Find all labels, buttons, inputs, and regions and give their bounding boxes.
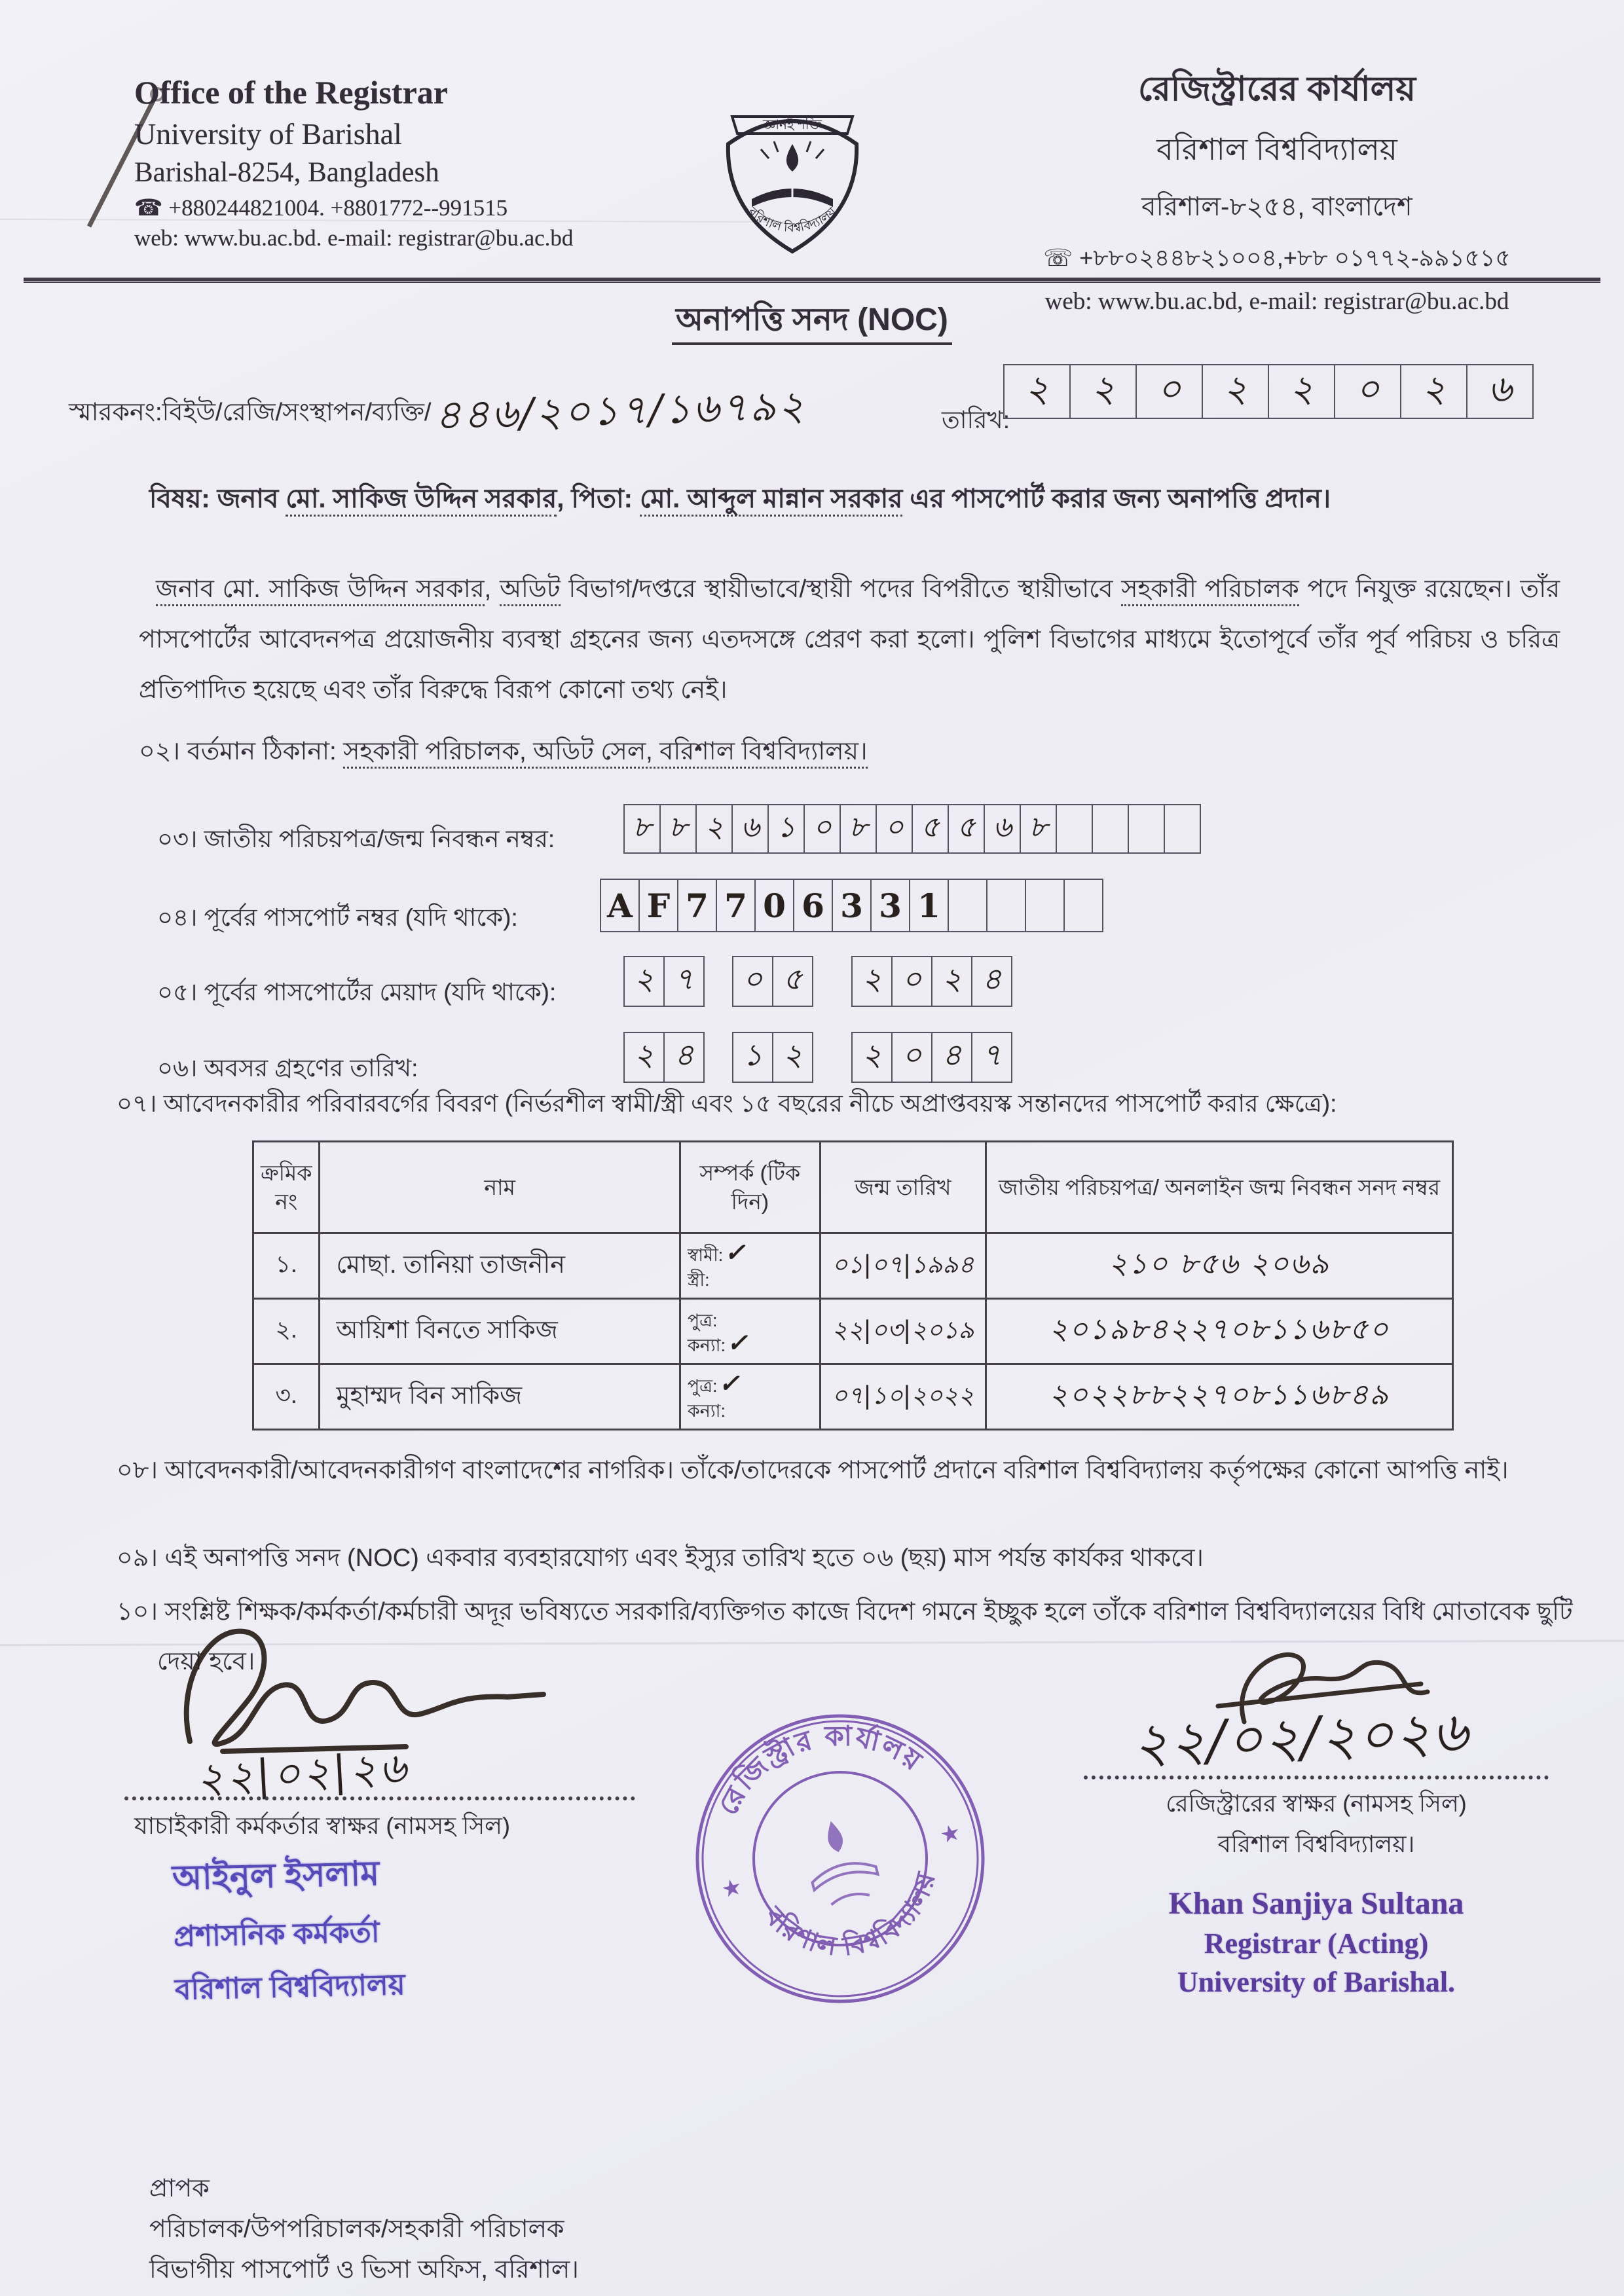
stamp-top-text: রেজিস্ট্রার কার্যালয় [712,1720,929,1820]
memo-number-handwritten: ৪৪৬/২০১৭/১৬৭৯২ [434,381,807,439]
passport-expiry-boxes [623,956,1012,1007]
phone-icon: ☏ [1043,244,1073,271]
relation-option-bottom [688,1397,813,1422]
row-name: মুহাম্মদ বিন সাকিজ [320,1364,680,1430]
memo-line [69,380,807,447]
subject-father-name: মো. আব্দুল মান্নান সরকার [640,484,902,517]
grid-box-digit: ৬ [984,804,1021,854]
tick-mark: ✓ [718,1368,740,1398]
grid-box-digit: ০ [732,956,773,1007]
registrar-name: Khan Sanjiya Sultana [1168,1886,1464,1921]
registrar-university: University of Barishal. [1177,1966,1456,1998]
grid-box-digit: ৪ [971,956,1012,1007]
registrar-title: Registrar (Acting) [1204,1927,1429,1959]
grid-box-digit: ০ [891,1032,932,1083]
body-department: অডিট [500,575,560,606]
family-table [252,1140,1454,1430]
relation-label: পুত্র: [687,1376,718,1396]
row-name: আয়িশা বিনতে সাকিজ [320,1299,680,1364]
logo-university-text [745,205,840,236]
grid-box-digit: ২ [931,956,972,1007]
relation-option-top [688,1307,813,1332]
grid-box-digit: ৬ [731,804,769,854]
university-logo [706,60,879,263]
grid-box-digit: ১ [767,804,805,854]
grid-box-digit: ২ [1400,364,1467,419]
registrar-name-stamp [1074,1886,1559,1999]
address-bn: বরিশাল-৮২৫৪, বাংলাদেশ [1141,192,1412,221]
grid-box-digit: ৮ [659,804,697,854]
document-title: অনাপত্তি সনদ (NOC) [672,302,952,345]
table-row [253,1364,1453,1430]
retirement-day-boxes [623,1032,705,1083]
col-header-nid: জাতীয় পরিচয়পত্র/ অনলাইন জন্ম নিবন্ধন সনদ নম্বর [986,1142,1453,1233]
subject-mid: , পিতা: [557,484,640,513]
passport-number-boxes [600,879,1103,932]
grid-box-digit: ২ [851,1032,893,1083]
web-email-en: web: www.bu.ac.bd. e-mail: registrar@bu.ac.bd [134,225,574,251]
col-header-dob: জন্ম তারিখ [820,1142,986,1233]
recipient-line2: বিভাগীয় পাসপোর্ট ও ভিসা অফিস, বরিশাল। [149,2256,579,2284]
grid-box-digit: ০ [876,804,913,854]
grid-box-empty [1092,804,1129,854]
item-05-label: ০৫। পূর্বের পাসপোর্টের মেয়াদ (যদি থাকে): [157,979,557,1006]
web-email-bn: web: www.bu.ac.bd, e-mail: registrar@bu.ac.bd [1044,288,1509,315]
grid-box-digit: 7 [677,879,717,932]
grid-box-digit: ২ [1202,364,1269,419]
grid-box-digit: 0 [754,879,794,932]
recipient-line1: পরিচালক/উপপরিচালক/সহকারী পরিচালক [149,2215,564,2243]
table-row [253,1233,1453,1299]
grid-box-digit: ২ [695,804,733,854]
grid-box-digit: ৫ [912,804,949,854]
phone-icon: ☎ [134,195,163,221]
document-title-wrap [0,296,1624,348]
verifier-signature-label: যাচাইকারী কর্মকর্তার স্বাক্ষর (নামসহ সিল) [134,1812,510,1839]
row-relation [680,1233,820,1299]
logo-flame-icon [786,144,798,172]
body-text: বিভাগ/দপ্তরে স্থায়ীভাবে/স্থায়ী পদের বিপরীতে স্থায়ীভাবে [560,575,1122,603]
stamp-star-left: ★ [718,1874,745,1903]
relation-option-bottom [688,1266,813,1291]
row-nid-handwritten: ২০১৯৮৪২২৭০৮১১৬৮৫০ [986,1299,1453,1364]
grid-box-digit: ০ [803,804,841,854]
phone-number-bn: +৮৮০২৪৪৮২১০০৪,+৮৮ ০১৭৭২-৯৯১৫১৫ [1079,244,1511,271]
row-serial: ৩. [253,1364,320,1430]
subject-line [149,480,1564,518]
item-06-label: ০৬। অবসর গ্রহণের তারিখ: [157,1055,418,1082]
university-name-en: University of Barishal [134,117,402,151]
grid-box-digit: ২ [623,1032,665,1083]
item-02-label: বর্তমান ঠিকানা: [187,738,344,765]
body-paragraph [139,564,1560,716]
grid-box-digit: ২ [1069,364,1137,419]
item-02-value: সহকারী পরিচালক, অডিট সেল, বরিশাল বিশ্ববিদ্যালয়। [343,738,867,769]
item-08: ০৮। আবেদনকারী/আবেদনকারীগণ বাংলাদেশের নাগরিক। তাঁকে/তাদেরকে পাসপোর্ট প্রদানে বরিশাল বিশ্ববিদ্যালয় কর্তৃপক্ষের কোনো আপত্তি নাই। [117,1457,1509,1484]
retirement-month-boxes [732,1032,813,1083]
university-name-bn: বরিশাল বিশ্ববিদ্যালয় [1156,132,1397,166]
retirement-year-boxes [851,1032,1012,1083]
grid-box-digit: ২ [1003,364,1071,419]
grid-box-digit: A [600,879,640,932]
relation-option-top [687,1237,813,1267]
stamp-star-right: ★ [937,1819,963,1849]
grid-box-digit: ১ [732,1032,773,1083]
grid-box-digit: ৪ [663,1032,705,1083]
row-dob-handwritten: ২২|০৩|২০১৯ [820,1299,986,1364]
grid-box-empty [1056,804,1093,854]
subject-suffix: এর পাসপোর্ট করার জন্য অনাপত্তি প্রদান। [902,484,1331,513]
body-designation: সহকারী পরিচালক [1121,575,1299,606]
row-serial: ১. [253,1233,320,1299]
row-name: মোছা. তানিয়া তাজনীন [320,1233,680,1299]
grid-box-digit: ৫ [772,956,813,1007]
org-name-bn: রেজিস্ট্রারের কার্যালয় [1137,70,1416,108]
registrar-dotted-line [1084,1776,1549,1779]
svg-text:রেজিস্ট্রার কার্যালয় [699,1696,934,1825]
item-03-label: ০৩। জাতীয় পরিচয়পত্র/জন্ম নিবন্ধন নম্বর: [157,826,555,852]
grid-box-digit: ৮ [623,804,661,854]
grid-box-digit: ৪ [931,1032,972,1083]
body-text: , [484,575,500,603]
table-row [253,1299,1453,1364]
verifier-stamp-org: বরিশাল বিশ্ববিদ্যালয় [174,1968,406,2006]
grid-box-empty [948,879,987,932]
col-header-name: নাম [320,1142,680,1233]
verifier-date-handwritten: ২২|০২|২৬ [195,1743,411,1804]
relation-option-top [687,1368,813,1398]
nid-number-boxes [623,804,1201,854]
grid-box-digit: ৭ [663,956,705,1007]
relation-label: কন্যা: [687,1400,726,1421]
grid-box-empty [1025,879,1065,932]
col-header-relation: সম্পর্ক (টিক দিন) [680,1142,820,1233]
verifier-stamp-title: প্রশাসনিক কর্মকর্তা [173,1916,380,1953]
header-left [134,73,658,251]
item-10: ১০। সংশ্লিষ্ট শিক্ষক/কর্মকর্তা/কর্মচারী অদূর ভবিষ্যতে সরকারি/ব্যক্তিগত কাজে বিদেশ গমনে ইচ্ছুক হলে তাঁকে বরিশাল বিশ্ববিদ্যালয়ের বিধি মোতাবেক ছুটি দেয়া হবে। [117,1598,1573,1675]
item-09: ০৯। এই অনাপত্তি সনদ (NOC) একবার ব্যবহারযোগ্য এবং ইস্যুর তারিখ হতে ০৬ (ছয়) মাস পর্যন্ত কার্যকর থাকবে। [117,1544,1204,1572]
grid-box-digit: ২ [1268,364,1335,419]
row-dob-handwritten: ০১|০৭|১৯৯৪ [820,1233,986,1299]
relation-label: স্বামী: [687,1245,724,1265]
grid-box-digit: 7 [716,879,756,932]
expiry-day-boxes [623,956,705,1007]
address-en: Barishal-8254, Bangladesh [134,157,439,188]
subject-prefix: বিষয়: জনাব [149,484,286,513]
registrar-date-handwritten: ২২/০২/২০২৬ [1132,1699,1470,1776]
recipient-block [149,2168,579,2290]
grid-box-digit: ৭ [971,1032,1012,1083]
body-text: পদে নিযুক্ত রয়েছেন। তাঁর পাসপোর্টের আবেদনপত্র প্রয়োজনীয় ব্যবস্থা গ্রহনের জন্য এতদসঙ্গে প্রেরণ করা হলো। পুলিশ বিভাগের মাধ্যমে ইতোপূর্বে তাঁর পূর্ব পরিচয় ও চরিত্র প্রতিপাদিত হয়েছে এবং তাঁর বিরুদ্ধে বিরূপ কোনো তথ্য নেই। [139,575,1560,704]
grid-box-digit: ৫ [948,804,985,854]
grid-box-digit: 6 [793,879,833,932]
logo-university-arc: বরিশাল বিশ্ববিদ্যালয় [745,205,840,236]
stamp-bottom-text: বরিশাল বিশ্ববিদ্যালয় [759,1868,942,1961]
expiry-year-boxes [851,956,1012,1007]
row-dob-handwritten: ০৭|১০|২০২২ [820,1364,986,1430]
verifier-name-stamp [172,1846,405,2016]
registrar-org-label: বরিশাল বিশ্ববিদ্যালয়। [1217,1831,1415,1857]
org-name-en: Office of the Registrar [134,74,448,111]
phone-line-bn [982,240,1572,280]
grid-box-digit: 3 [832,879,872,932]
row-relation [680,1299,820,1364]
date-boxes [1003,364,1534,419]
grid-box-digit: ৬ [1466,364,1534,419]
grid-box-empty [1063,879,1103,932]
stamp-emblem [800,1816,882,1908]
grid-box-digit: ৮ [840,804,877,854]
body-applicant-name: জনাব মো. সাকিজ উদ্দিন সরকার [156,575,485,606]
date-label: তারিখ: [942,407,1010,433]
grid-box-empty [986,879,1026,932]
grid-box-empty [1164,804,1201,854]
item-04-label: ০৪। পূর্বের পাসপোর্ট নম্বর (যদি থাকে): [157,904,518,931]
subject-applicant-name: মো. সাকিজ উদ্দিন সরকার [286,484,557,517]
relation-label: স্ত্রী: [687,1269,710,1290]
row-relation [680,1364,820,1430]
item-02-address [139,732,1579,774]
item-07-label: ০৭। আবেদনকারীর পরিবারবর্গের বিবরণ (নির্ভরশীল স্বামী/স্ত্রী এবং ১৫ বছরের নীচে অপ্রাপ্তবয়স্ক সন্তানদের পাসপোর্ট করার ক্ষেত্রে): [117,1090,1337,1117]
relation-option-bottom [687,1327,813,1357]
grid-box-digit: F [638,879,678,932]
row-serial: ২. [253,1299,320,1364]
grid-box-digit: ৮ [1020,804,1057,854]
grid-box-digit: ২ [623,956,665,1007]
relation-label: পুত্র: [687,1310,718,1330]
row-nid-handwritten: ২০২২৮৮২২৭০৮১১৬৮৪৯ [986,1364,1453,1430]
expiry-month-boxes [732,956,813,1007]
phone-line-en [134,195,658,221]
office-round-stamp [654,1672,1027,2045]
grid-box-digit: ০ [1135,364,1203,419]
grid-box-digit: 1 [909,879,949,932]
col-header-serial: ক্রমিক নং [253,1142,320,1233]
memo-label: স্মারকনং:বিইউ/রেজি/সংস্থাপন/ব্যক্তি/ [69,398,432,426]
grid-box-digit: ০ [891,956,932,1007]
row-nid-handwritten: ২১০ ৮৫৬ ২০৬৯ [986,1233,1453,1299]
grid-box-empty [1128,804,1165,854]
grid-box-digit: ২ [851,956,893,1007]
tick-mark: ✓ [727,1327,748,1357]
phone-number-en: +880244821004. +8801772--991515 [168,195,508,221]
grid-box-digit: 3 [870,879,910,932]
recipient-title: প্রাপক [149,2175,210,2202]
family-table-header-row [253,1142,1453,1233]
retirement-date-boxes [623,1032,1012,1083]
grid-box-digit: ২ [772,1032,813,1083]
logo-motto: জ্ঞানই শক্তি [763,118,822,132]
verifier-dotted-line [124,1796,635,1800]
tick-mark: ✓ [724,1237,746,1267]
header-divider [24,278,1600,283]
registrar-signature-label: রেজিস্ট্রারের স্বাক্ষর (নামসহ সিল) [1166,1790,1467,1817]
verifier-stamp-name: আইনুল ইসলাম [172,1854,380,1898]
relation-label: কন্যা: [687,1335,726,1355]
svg-text:বরিশাল বিশ্ববিদ্যালয় [755,1861,956,1981]
item-02-number: ০২। [139,738,187,765]
grid-box-digit: ০ [1334,364,1401,419]
